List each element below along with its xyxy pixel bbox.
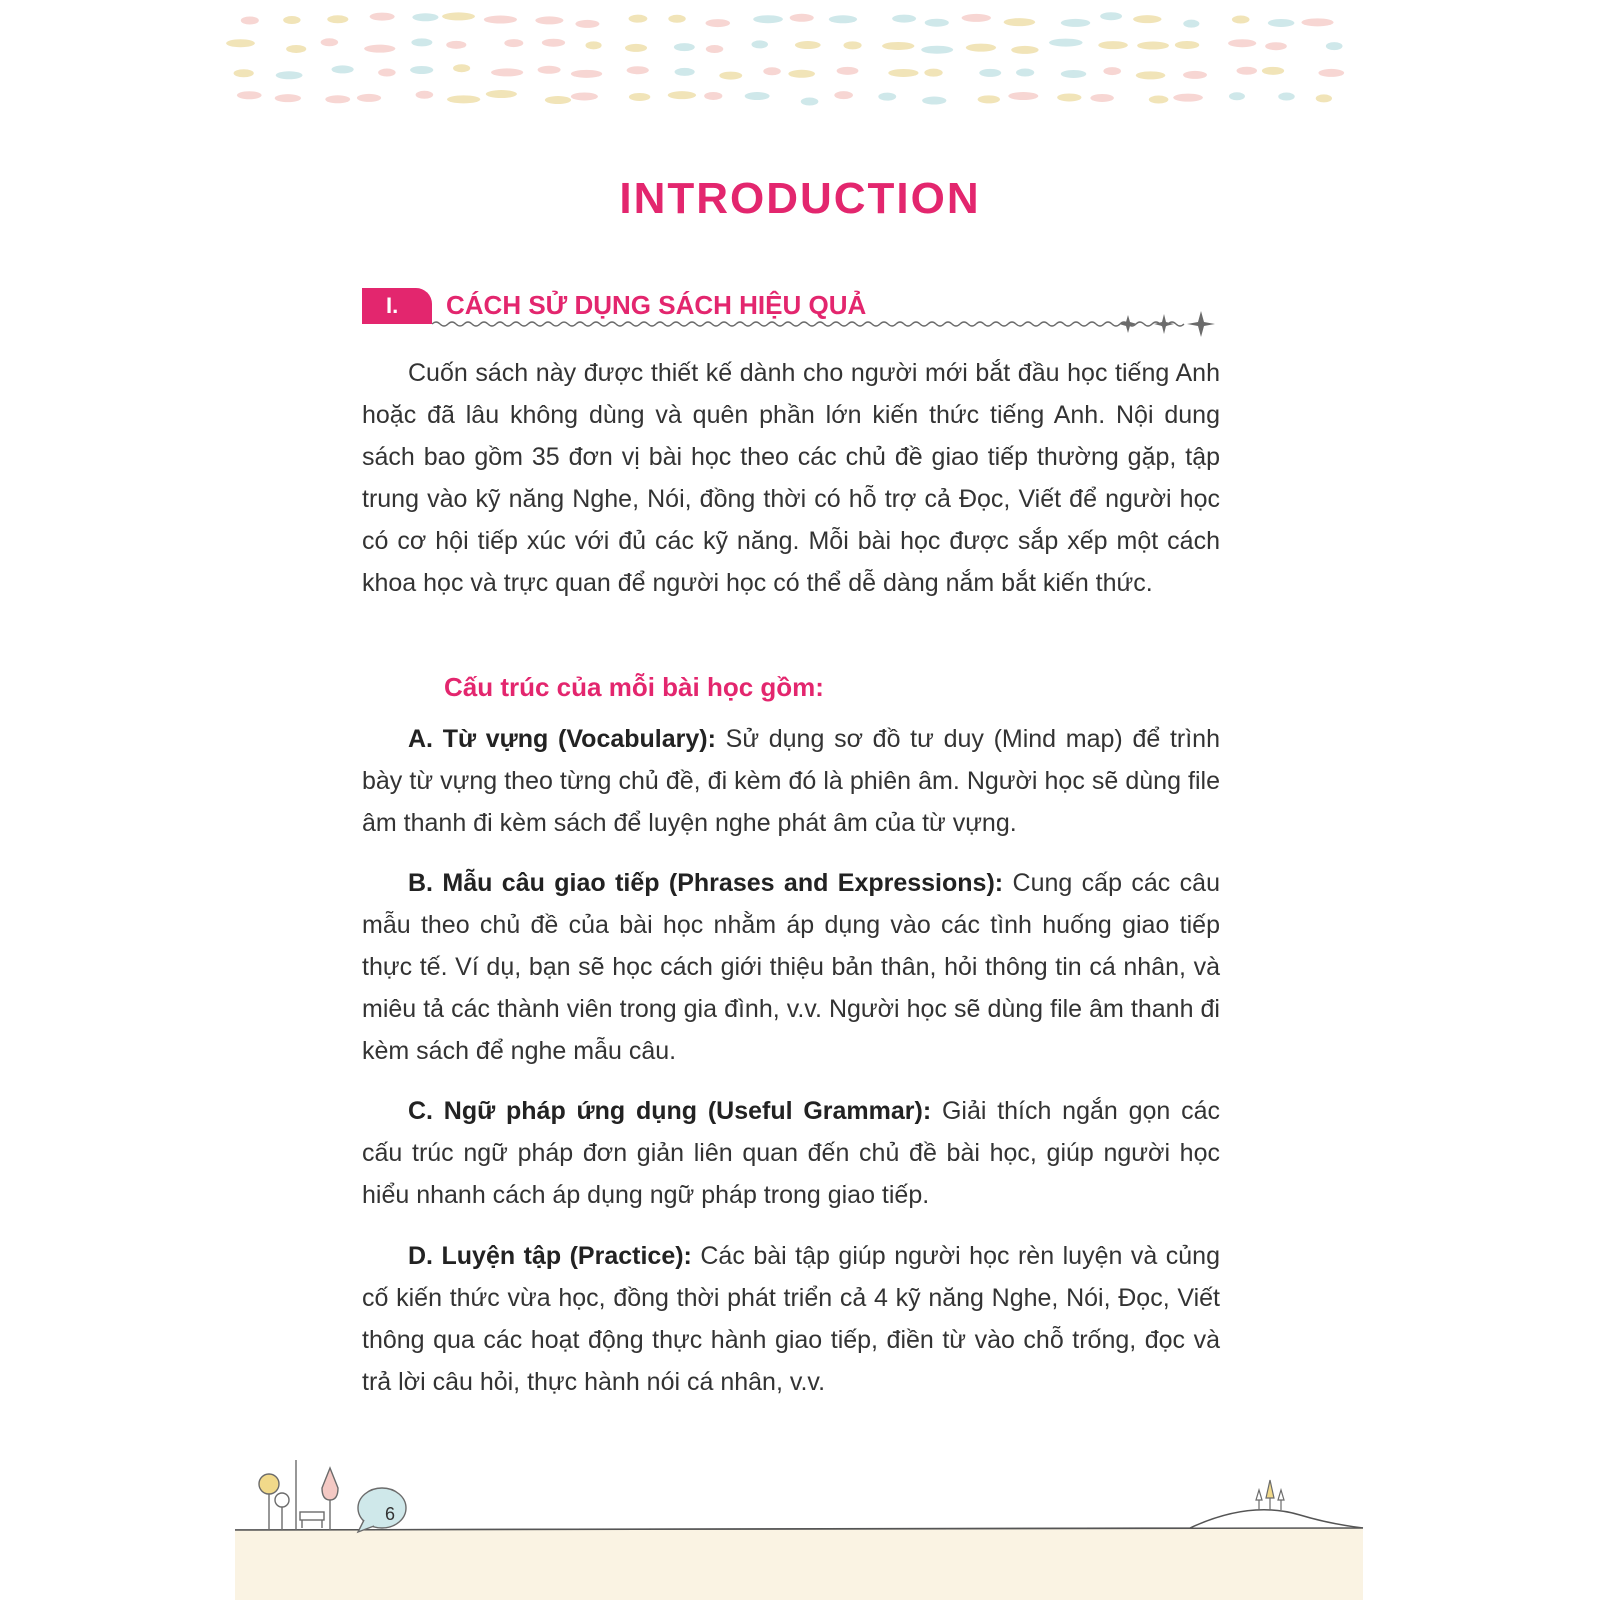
decorative-dot [668, 91, 696, 99]
decorative-dot [1136, 71, 1166, 79]
decorative-dot [829, 15, 857, 23]
decorative-dot [1228, 39, 1256, 47]
decorative-dot [1011, 46, 1038, 54]
decorative-dot [674, 43, 695, 51]
decorative-dot [283, 16, 300, 24]
decorative-dot [446, 41, 466, 49]
decorative-dot [1103, 67, 1121, 75]
page-number: 6 [384, 1504, 395, 1524]
decorative-dot [411, 38, 432, 46]
section-number-badge: I. [362, 288, 432, 324]
decorative-dot [1049, 39, 1083, 47]
decorative-dot [484, 16, 517, 24]
decorative-dot [1183, 20, 1199, 28]
decorative-dot [286, 45, 306, 53]
decorative-dot [629, 15, 648, 23]
decorative-dot [410, 66, 433, 74]
item-text: Giải thích ngắn gọn các cấu trúc ngữ pháp đơn giản liên quan đến chủ đề bài học, giúp người học hiểu nhanh cách áp dụng ngữ pháp trong giao tiếp. [362, 1097, 1220, 1209]
decorative-dot [745, 92, 770, 100]
decorative-dot [486, 90, 517, 98]
decorative-dot [1004, 18, 1035, 26]
decorative-dot [882, 42, 914, 50]
section-title: CÁCH SỬ DỤNG SÁCH HIỆU QUẢ [446, 290, 867, 320]
decorative-dot [571, 70, 602, 78]
decorative-dot [921, 46, 953, 54]
decorative-dot [924, 69, 942, 77]
decorative-dot [922, 97, 946, 105]
decorative-dot [1061, 19, 1090, 27]
decorative-dot [1175, 41, 1199, 49]
decorative-dot [1183, 71, 1207, 79]
decorative-dot [1133, 15, 1161, 23]
decorative-dot [627, 66, 649, 74]
wavy-line-sparkle-decoration [432, 308, 1222, 338]
decorative-dot [1268, 19, 1295, 27]
decorative-dot [751, 40, 768, 48]
decorative-dot [504, 39, 523, 47]
decorative-dot [535, 16, 563, 24]
decorative-dot [1318, 69, 1344, 77]
decorative-dot [878, 93, 896, 101]
decorative-dot [788, 70, 815, 78]
decorative-dot [719, 72, 742, 80]
decorative-dot [416, 91, 434, 99]
decorative-dot [491, 68, 523, 76]
decorative-dot [1090, 94, 1114, 102]
decorative-dot [1278, 93, 1295, 101]
decorative-dot [542, 39, 565, 47]
intro-paragraph: Cuốn sách này được thiết kế dành cho người mới bắt đầu học tiếng Anh hoặc đã lâu không dùng và quên phần lớn kiến thức tiếng Anh. Nội dung sách bao gồm 35 đơn vị bài học theo các chủ đề giao tiếp thường gặp, tập trung vào kỹ năng Nghe, Nói, đồng thời có hỗ trợ cả Đọc, Viết để người học có cơ hội tiếp xúc với đủ các kỹ năng. Mỗi bài học được sắp xếp một cách khoa học và trực quan để người học có thể dễ dàng nắm bắt kiến thức. [362, 359, 1220, 597]
decorative-dot [275, 94, 301, 102]
decorative-dot [447, 95, 480, 103]
decorative-dot [1057, 93, 1081, 101]
decorative-dot [978, 95, 1000, 103]
decorative-dot [370, 13, 395, 21]
decorative-dot [327, 15, 348, 23]
decorative-dot [378, 69, 396, 77]
decorative-dot [1301, 18, 1333, 26]
page-title: INTRODUCTION [619, 174, 981, 223]
decorative-dot [538, 66, 561, 74]
decorative-dot [412, 13, 438, 21]
item-a [362, 718, 1220, 844]
decorative-dot [706, 19, 730, 27]
item-text: Các bài tập giúp người học rèn luyện và củng cố kiến thức vừa học, đồng thời phát triển cả 4 kỹ năng Nghe, Nói, Đọc, Viết thông qua các hoạt động thực hành giao tiếp, điền từ vào chỗ trống, đọc và trả lời câu hỏi, thực hành nói cá nhân, v.v. [362, 1242, 1220, 1396]
decorative-dot [545, 96, 571, 104]
decorative-dot [1016, 69, 1034, 77]
decorative-dot [1262, 67, 1284, 75]
item-label: D. Luyện tập (Practice): [408, 1242, 692, 1270]
item-label: B. Mẫu câu giao tiếp (Phrases and Expressions): [408, 869, 1004, 897]
decorative-dot [1061, 70, 1086, 78]
item-d [362, 1235, 1220, 1403]
footer-landscape-decoration [0, 1460, 1600, 1600]
decorative-dot [241, 16, 259, 24]
decorative-dot [237, 91, 262, 99]
decorative-dot [790, 14, 814, 22]
decorative-dot [753, 15, 783, 23]
item-text: Cung cấp các câu mẫu theo chủ đề của bài học nhằm áp dụng vào các tình huống giao tiếp thực tế. Ví dụ, bạn sẽ học cách giới thiệu bản thân, hỏi thông tin cá nhân, và miêu tả các thành viên trong gia đình, v.v. Người học sẽ dùng file âm thanh đi kèm sách để nghe mẫu câu. [362, 869, 1220, 1065]
decorative-dot [1173, 94, 1203, 102]
item-label: A. Từ vựng (Vocabulary): [408, 725, 716, 753]
decorative-dot [979, 69, 1001, 77]
decorative-dot [675, 68, 695, 76]
decorative-dot [1100, 12, 1122, 20]
structure-heading: Cấu trúc của mỗi bài học gồm: [444, 672, 824, 702]
decorative-dot [966, 44, 996, 52]
decorative-dot [625, 44, 647, 52]
decorative-dot [962, 14, 991, 22]
decorative-dot [888, 69, 918, 77]
item-label: C. Ngữ pháp ứng dụng (Useful Grammar): [408, 1097, 932, 1125]
decorative-dot [704, 92, 722, 100]
tree-icon [259, 1468, 338, 1530]
decorative-dot [453, 64, 470, 72]
decorative-dot [585, 41, 601, 49]
decorative-dot [629, 93, 650, 101]
decorative-dot [1098, 41, 1128, 49]
decorative-dot [332, 65, 354, 73]
item-c [362, 1090, 1220, 1216]
bench-icon [300, 1512, 324, 1528]
decorative-dot [1232, 16, 1250, 24]
decorative-dot [834, 91, 853, 99]
decorative-dot [364, 45, 395, 53]
decorative-dot [1008, 92, 1038, 100]
decorative-dot [763, 67, 781, 75]
decorative-dot [801, 98, 819, 106]
decorative-dot [276, 71, 303, 79]
item-text: Sử dụng sơ đồ tư duy (Mind map) để trình bày từ vựng theo từng chủ đề, đi kèm đó là phiên âm. Người học sẽ dùng file âm thanh đi kèm sách để luyện nghe phát âm của từ vựng. [362, 725, 1220, 837]
decorative-dot [1265, 42, 1287, 50]
decorative-dot [321, 38, 338, 46]
decorative-dot [1316, 94, 1332, 102]
decorative-dot [668, 15, 685, 23]
decorative-dot [357, 94, 381, 102]
decorative-dot [234, 69, 254, 77]
decorative-dot [1229, 92, 1245, 100]
decorative-dot [706, 45, 723, 53]
small-trees-icon [1256, 1480, 1284, 1510]
item-b [362, 862, 1220, 1072]
decorative-dot [1149, 96, 1169, 104]
decorative-dot [1237, 67, 1257, 75]
decorative-dot [571, 92, 598, 100]
decorative-dot [575, 20, 599, 28]
decorative-dot [1137, 42, 1169, 50]
decorative-dot [837, 67, 859, 75]
decorative-dot [325, 95, 350, 103]
decorative-dot [226, 39, 255, 47]
dot-pattern-decoration [0, 0, 1600, 110]
decorative-dot [843, 41, 861, 49]
decorative-dot [925, 19, 949, 27]
decorative-dot [442, 12, 475, 20]
decorative-dot [892, 15, 916, 23]
decorative-dot [1326, 42, 1343, 50]
decorative-dot [795, 41, 821, 49]
